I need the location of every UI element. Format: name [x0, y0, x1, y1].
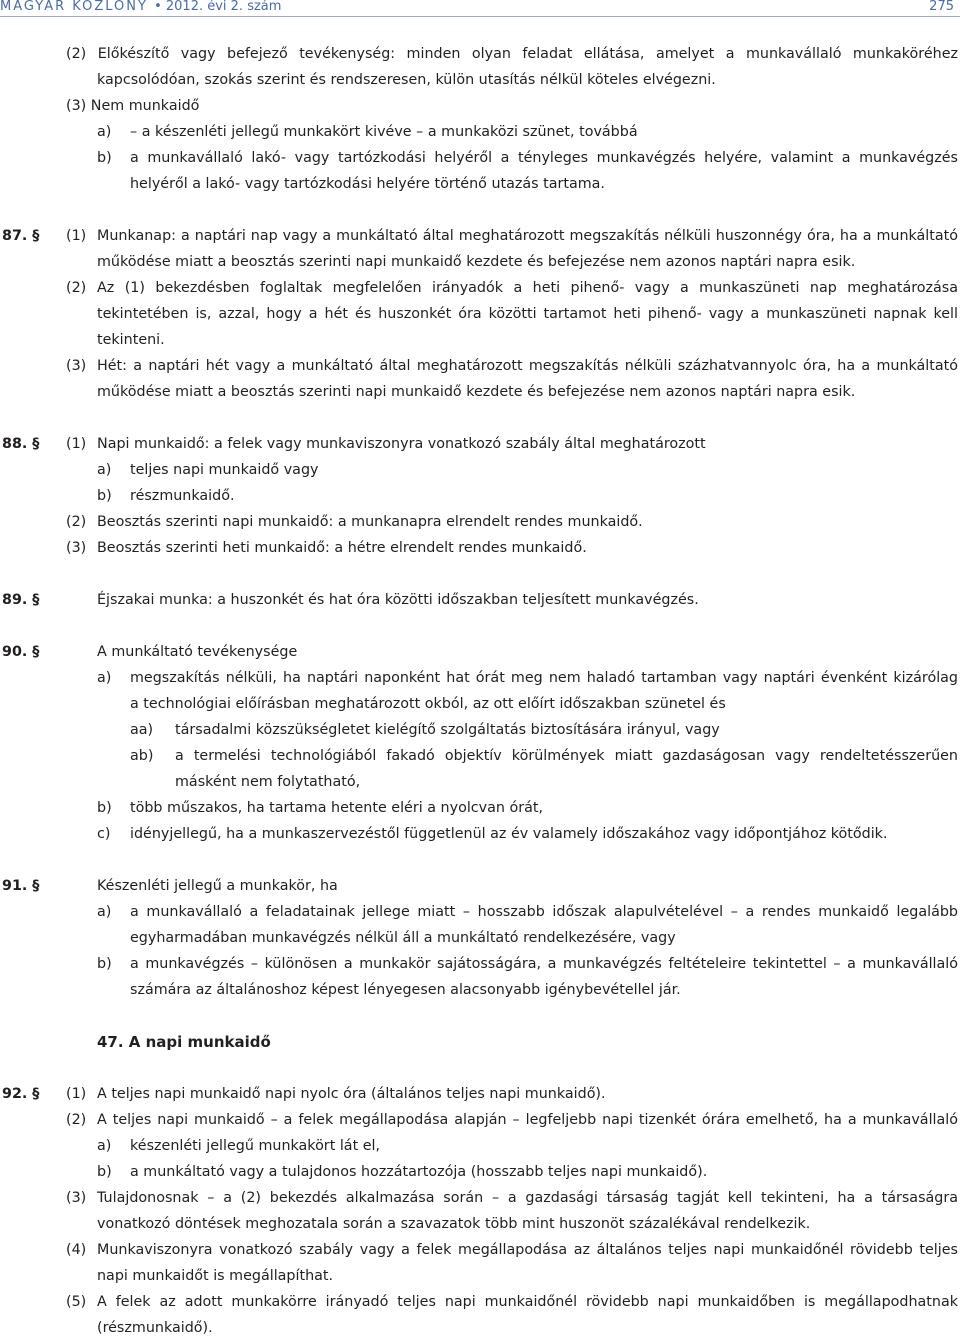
point-text: készenléti jellegű munkakört lát el, [130, 1138, 381, 1154]
paragraph-line: Hét: a naptári hét vagy a munkáltató által meghatározott megszakítás nélküli százhatvannyolc óra, ha a munkáltató [97, 358, 958, 374]
paragraph-line: Tulajdonosnak – a (2) bekezdés alkalmazása során – a gazdasági társaság tagját kell tekinteni, ha a társaságra [97, 1190, 958, 1206]
paragraph-line: Az (1) bekezdésben foglaltak megfelelően irányadók a heti pihenő- vagy a munkaszüneti nap meghatározása [97, 280, 958, 296]
point-text: több műszakos, ha tartama hetente eléri a nyolcvan órát, [130, 800, 544, 816]
point-label: b) [97, 150, 112, 166]
issue-label: • 2012. évi 2. szám [154, 0, 282, 14]
paragraph-number: (1) [66, 1086, 87, 1102]
point-text: részmunkaidő. [130, 488, 235, 504]
section-number: 87. § [2, 228, 40, 244]
point-label: a) [97, 124, 112, 140]
subpoint-text: a termelési technológiából fakadó objektív körülmények miatt gazdaságosan vagy rendeltetésszerűen [175, 748, 958, 764]
section-number: 88. § [2, 436, 40, 452]
paragraph-line: (3) Nem munkaidő [66, 98, 200, 114]
page-number: 275 [929, 0, 954, 14]
paragraph-number: (1) [66, 436, 87, 452]
chapter-heading-text: 47. A napi munkaidő [97, 1033, 271, 1051]
paragraph-line: vonatkozó döntések meghozatala során a szavazatok több mint huszonöt százalékával rendelkezik. [97, 1216, 811, 1232]
point-label: b) [97, 956, 112, 972]
paragraph-line: Beosztás szerinti napi munkaidő: a munkanapra elrendelt rendes munkaidő. [97, 514, 643, 530]
point-text: teljes napi munkaidő vagy [130, 462, 319, 478]
paragraph-line: működése miatt a beosztás szerinti napi munkaidő kezdete és befejezése nem azonos naptári napra esik. [97, 384, 856, 400]
paragraph-line: Napi munkaidő: a felek vagy munkaviszonyra vonatkozó szabály által meghatározott [97, 436, 706, 452]
paragraph-line: (részmunkaidő). [97, 1320, 213, 1336]
header-rule [0, 16, 960, 17]
point-text: számára az általánoshoz képest lényegesen alacsonyabb igénybevétellel jár. [130, 982, 681, 998]
paragraph-number: (1) [66, 228, 87, 244]
paragraph-line: működése miatt a beosztás szerinti napi munkaidő kezdete és befejezése nem azonos naptári napra esik. [97, 254, 856, 270]
paragraph-line: tekinteni. [97, 332, 165, 348]
point-text: helyéről a lakó- vagy tartózkodási helyére történő utazás tartama. [130, 176, 605, 192]
paragraph-line: A felek az adott munkakörre irányadó teljes napi munkaidőnél rövidebb napi munkaidőben is megállapodhatnak [97, 1294, 958, 1310]
paragraph-number: (2) [66, 280, 87, 296]
paragraph-line: tekintetében is, azzal, hogy a hét és huszonkét óra közötti tartamot heti pihenő- vagy a munkaszüneti napnak kell [97, 306, 958, 322]
paragraph-line: A teljes napi munkaidő napi nyolc óra (általános teljes napi munkaidő). [97, 1086, 606, 1102]
publication-title: MAGYAR KÖZLÖNY [0, 0, 148, 14]
subpoint-label: ab) [130, 748, 154, 764]
point-text: a munkáltató vagy a tulajdonos hozzátartozója (hosszabb teljes napi munkaidő). [130, 1164, 708, 1180]
paragraph-number: (2) [66, 514, 87, 530]
paragraph-line: kapcsolódóan, szokás szerint és rendszeresen, külön utasítás nélkül köteles elvégezni. [97, 72, 716, 88]
point-text: – a készenléti jellegű munkakört kivéve – a munkaközi szünet, továbbá [130, 124, 638, 140]
paragraph-line: Éjszakai munka: a huszonkét és hat óra közötti időszakban teljesített munkavégzés. [97, 592, 699, 608]
section-number: 89. § [2, 592, 40, 608]
paragraph-number: (3) [66, 540, 87, 556]
paragraph-line: A munkáltató tevékenysége [97, 644, 298, 660]
point-text: megszakítás nélküli, ha naptári naponként hat órát meg nem haladó tartamban vagy naptári évenként kizárólag [130, 670, 958, 686]
point-label: a) [97, 1138, 112, 1154]
paragraph-line: Beosztás szerinti heti munkaidő: a hétre elrendelt rendes munkaidő. [97, 540, 587, 556]
page-header [0, 0, 960, 16]
point-text: a munkavállaló lakó- vagy tartózkodási helyéről a tényleges munkavégzés helyére, valamint a munkavégzés [130, 150, 958, 166]
subpoint-text: társadalmi közszükségletet kielégítő szolgáltatás biztosítására irányul, vagy [175, 722, 720, 738]
paragraph-line: Munkanap: a naptári nap vagy a munkáltató által meghatározott megszakítás nélküli huszonnégy óra, ha a munkáltató [97, 228, 958, 244]
point-text: a munkavégzés – különösen a munkakör sajátosságára, a munkavégzés feltételeire tekintettel – a munkavállaló [130, 956, 958, 972]
chapter-heading [0, 1029, 960, 1055]
paragraph-number: (5) [66, 1294, 87, 1310]
point-label: a) [97, 670, 112, 686]
point-text: egyharmadában munkavégzés nélkül áll a munkáltató rendelkezésére, vagy [130, 930, 676, 946]
paragraph-number: (4) [66, 1242, 87, 1258]
point-text: a technológiai előírásban meghatározott okból, az ott előírt időszakban szünetel és [130, 696, 726, 712]
paragraph-line: Készenléti jellegű a munkakör, ha [97, 878, 338, 894]
point-label: a) [97, 904, 112, 920]
section-number: 90. § [2, 644, 40, 660]
section-number: 92. § [2, 1086, 40, 1102]
point-label: c) [97, 826, 111, 842]
paragraph-number: (2) [66, 1112, 87, 1128]
point-label: b) [97, 1164, 112, 1180]
point-label: b) [97, 800, 112, 816]
document-body [0, 41, 960, 1341]
subpoint-text: másként nem folytatható, [175, 774, 361, 790]
paragraph-line: A teljes napi munkaidő – a felek megállapodása alapján – legfeljebb napi tizenkét órára emelhető, ha a munkavállaló [97, 1112, 958, 1128]
paragraph-line: napi munkaidőt is megállapíthat. [97, 1268, 334, 1284]
point-text: a munkavállaló a feladatainak jellege miatt – hosszabb időszak alapulvételével – a rendes munkaidő legalább [130, 904, 958, 920]
paragraph-line: Munkaviszonyra vonatkozó szabály vagy a felek megállapodása az általános teljes napi munkaidőnél rövidebb teljes [97, 1242, 958, 1258]
paragraph-line: (2) Előkészítő vagy befejező tevékenység: minden olyan feladat ellátása, amelyet a munkavállaló munkaköréhez [66, 46, 958, 62]
subpoint-label: aa) [130, 722, 154, 738]
publication-line [0, 0, 281, 13]
point-text: idényjellegű, ha a munkaszervezéstől függetlenül az év valamely időszakához vagy időpontjához kötődik. [130, 826, 888, 842]
section-number: 91. § [2, 878, 40, 894]
point-label: b) [97, 488, 112, 504]
paragraph-number: (3) [66, 358, 87, 374]
paragraph-number: (3) [66, 1190, 87, 1206]
point-label: a) [97, 462, 112, 478]
